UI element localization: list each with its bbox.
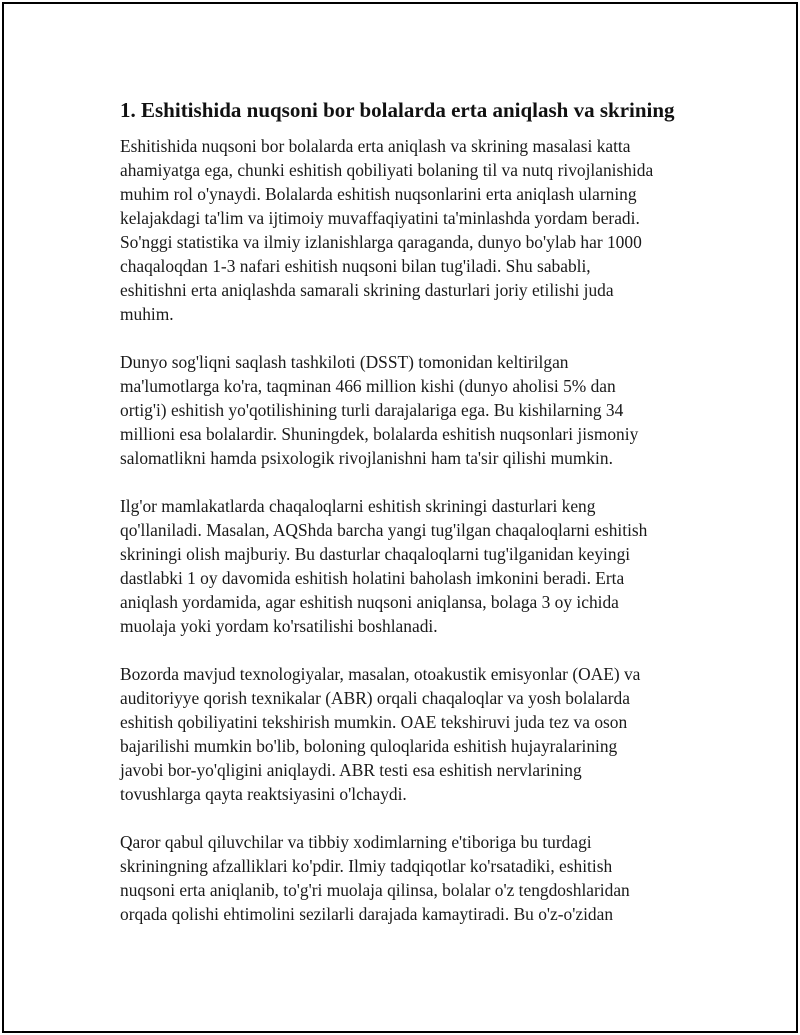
text-line: dastlabki 1 oy davomida eshitish holatini baholash imkonini beradi. Erta [120,568,625,588]
paragraph-5 [120,830,700,926]
text-line: eshitishni erta aniqlashda samarali skrining dasturlari joriy etilishi juda [120,280,614,300]
text-line: eshitish qobiliyatini tekshirish mumkin. OAE tekshiruvi juda tez va oson [120,712,628,732]
text-line: millioni esa bolalardir. Shuningdek, bolalarda eshitish nuqsonlari jismoniy [120,424,639,444]
text-line: bajarilishi mumkin bo'lib, boloning quloqlarida eshitish hujayralarining [120,736,618,756]
text-line: qo'llaniladi. Masalan, AQShda barcha yangi tug'ilgan chaqaloqlarni eshitish [120,520,648,540]
text-line: Bozorda mavjud texnologiyalar, masalan, otoakustik emisyonlar (OAE) va [120,664,641,684]
paragraph-4 [120,662,700,806]
paragraph-3 [120,494,700,638]
text-line: ahamiyatga ega, chunki eshitish qobiliyati bolaning til va nutq rivojlanishida [120,160,654,180]
text-line: ma'lumotlarga ko'ra, taqminan 466 million kishi (dunyo aholisi 5% dan [120,376,616,396]
text-line: Ilg'or mamlakatlarda chaqaloqlarni eshitish skriningi dasturlari keng [120,496,596,516]
text-line: muhim rol o'ynaydi. Bolalarda eshitish nuqsonlarini erta aniqlash ularning [120,184,637,204]
text-line: kelajakdagi ta'lim va ijtimoiy muvaffaqiyatini ta'minlashda yordam beradi. [120,208,640,228]
text-line: Eshitishida nuqsoni bor bolalarda erta aniqlash va skrining masalasi katta [120,136,631,156]
text-line: muhim. [120,304,174,324]
text-line: tovushlarga qayta reaktsiyasini o'lchaydi. [120,784,407,804]
text-line: chaqaloqdan 1-3 nafari eshitish nuqsoni bilan tug'iladi. Shu sababli, [120,256,591,276]
document-body [120,96,700,950]
text-line: aniqlash yordamida, agar eshitish nuqsoni aniqlansa, bolaga 3 oy ichida [120,592,619,612]
text-line: salomatlikni hamda psixologik rivojlanishni ham ta'sir qilishi mumkin. [120,448,613,468]
text-line: Dunyo sog'liqni saqlash tashkiloti (DSST) tomonidan keltirilgan [120,352,569,372]
paragraph-1 [120,134,700,326]
text-line: nuqsoni erta aniqlanib, to'g'ri muolaja qilinsa, bolalar o'z tengdoshlaridan [120,880,630,900]
text-line: muolaja yoki yordam ko'rsatilishi boshlanadi. [120,616,438,636]
text-line: skriningi olish majburiy. Bu dasturlar chaqaloqlarni tug'ilganidan keyingi [120,544,631,564]
text-line: skriningning afzalliklari ko'pdir. Ilmiy tadqiqotlar ko'rsatadiki, eshitish [120,856,613,876]
section-heading: 1. Eshitishida nuqsoni bor bolalarda erta aniqlash va skrining [120,98,675,122]
text-line: ortig'i) eshitish yo'qotilishining turli darajalariga ega. Bu kishilarning 34 [120,400,624,420]
text-line: javobi bor-yo'qligini aniqlaydi. ABR testi esa eshitish nervlarining [120,760,582,780]
text-line: Qaror qabul qiluvchilar va tibbiy xodimlarning e'tiboriga bu turdagi [120,832,592,852]
text-line: So'nggi statistika va ilmiy izlanishlarga qaraganda, dunyo bo'ylab har 1000 [120,232,642,252]
text-line: auditoriyye qorish texnikalar (ABR) orqali chaqaloqlar va yosh bolalarda [120,688,630,708]
page-frame [2,2,798,1033]
paragraph-2 [120,350,700,470]
text-line: orqada qolishi ehtimolini sezilarli darajada kamaytiradi. Bu o'z-o'zidan [120,904,614,924]
